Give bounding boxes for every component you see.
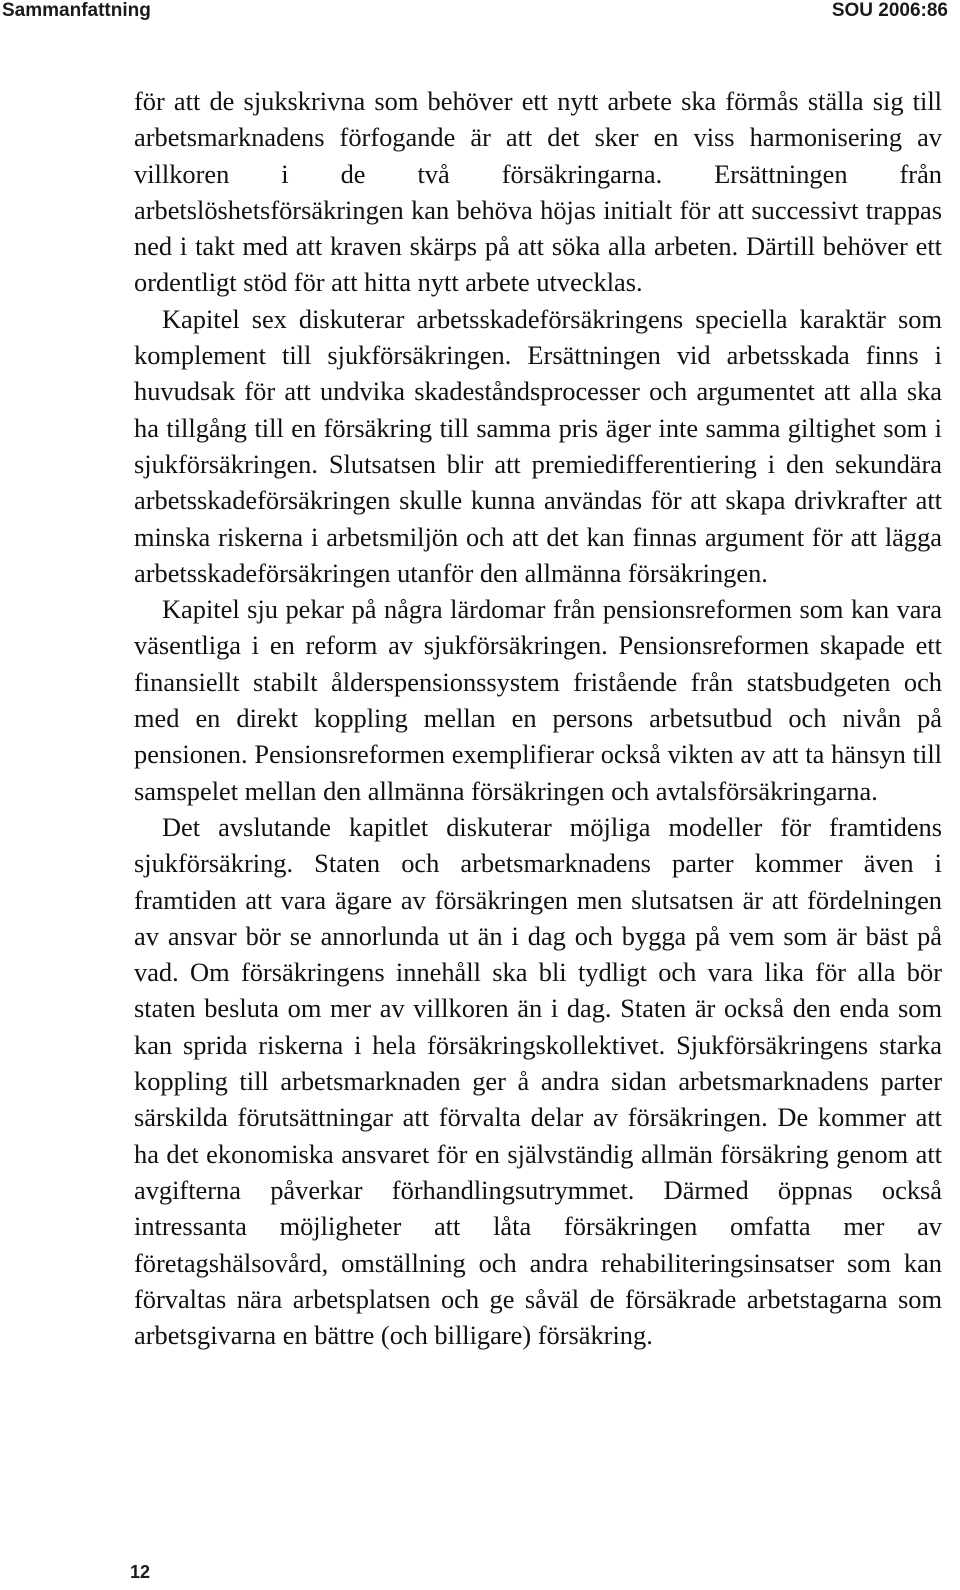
- running-header: [0, 0, 960, 22]
- header-report-id: SOU 2006:86: [831, 0, 948, 21]
- header-section-title: Sammanfattning: [2, 0, 151, 21]
- paragraph-final-chapter: Det avslutande kapitlet diskuterar möjliga modeller för framtidens sjukförsäkring. Staten och arbetsmarknadens parter kommer även i framtiden att vara ägare av försäkringen men slutsatsen är att fördelningen av ansvar bör se annorlunda ut än i dag och bygga på vem som är bäst på vad. Om försäkringens innehåll ska bli tydligt och vara lika för alla bör staten besluta om mer av villkoren än i dag. Staten är också den enda som kan sprida riskerna i hela försäkringskollektivet. Sjukförsäkringens starka koppling till arbetsmarknaden ger å andra sidan arbetsmarknadens parter särskilda förutsättningar att förvalta delar av försäkringen. De kommer att ha det ekonomiska ansvaret för en självständig allmän försäkring genom att avgifterna påverkar förhandlingsutrymmet. Därmed öppnas också intressanta möjligheter att låta försäkringen omfatta mer av företagshälsovård, omställning och andra rehabiliteringsinsatser som kan förvaltas nära arbetsplatsen och ge såväl de försäkrade arbetstagarna som arbetsgivarna en bättre (och billigare) försäkring.: [134, 811, 942, 1351]
- paragraph-chapter-six: Kapitel sex diskuterar arbetsskadeförsäkringens speciella karaktär som komplement till sjukförsäkringen. Ersättningen vid arbetsskada finns i huvudsak för att undvika skadeståndsprocesser och argumentet att alla ska ha tillgång till en försäkring till samma pris äger inte samma giltighet som i sjukförsäkringen. Slutsatsen blir att premiedifferentiering i den sekundära arbetsskadeförsäkringen skulle kunna användas för att skapa drivkrafter att minska riskerna i arbetsmiljön och att det kan finnas argument för att lägga arbetsskadeförsäkringen utanför den allmänna försäkringen.: [134, 303, 942, 588]
- body-text: [134, 83, 942, 1353]
- paragraph-continuation: för att de sjukskrivna som behöver ett nytt arbete ska förmås ställa sig till arbetsmarknadens förfogande är att det sker en viss harmonisering av villkoren i de två försäkringarna. Ersättningen från arbetslöshetsförsäkringen kan behöva höjas initialt för att successivt trappas ned i takt med att kraven skärps på att söka alla arbeten. Därtill behöver ett ordentligt stöd för att hitta nytt arbete utvecklas.: [134, 86, 942, 298]
- page-number: 12: [130, 1562, 151, 1582]
- paragraph-chapter-seven: Kapitel sju pekar på några lärdomar från pensionsreformen som kan vara väsentliga i en reform av sjukförsäkringen. Pensionsreformen skapade ett finansiellt stabilt ålderspensionssystem fristående från statsbudgeten och med en direkt koppling mellan en persons arbetsutbud och nivån på pensionen. Pensionsreformen exemplifierar också vikten av att ta hänsyn till samspelet mellan den allmänna försäkringen och avtalsförsäkringarna.: [134, 594, 942, 806]
